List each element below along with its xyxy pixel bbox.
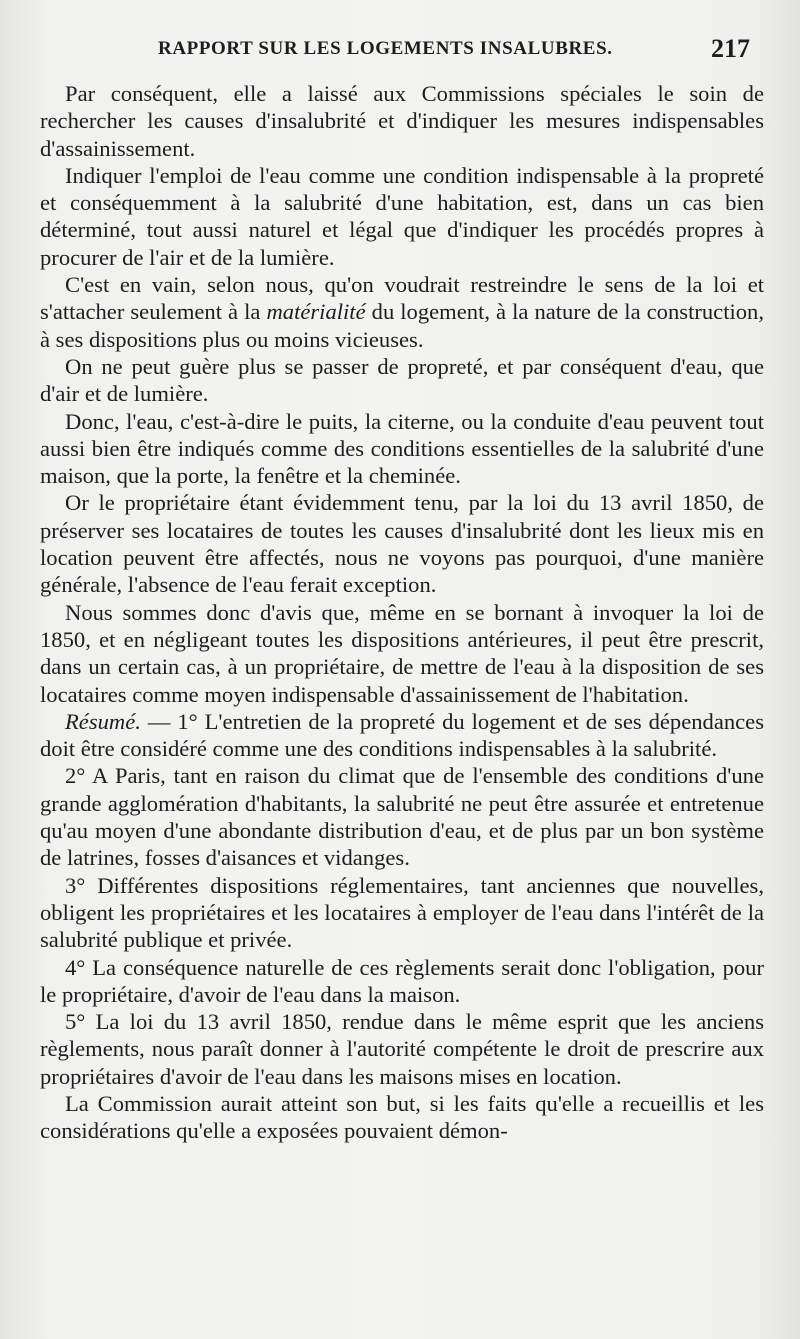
paragraph: 5° La loi du 13 avril 1850, rendue dans le même esprit que les anciens règlements, nous paraît donner à l'autorité compétente le droit de prescrire aux propriétaires d'avoir de l'eau dans les maisons mises en location. — [40, 1009, 764, 1089]
paragraph: On ne peut guère plus se passer de propreté, et par conséquent d'eau, que d'air et de lumière. — [40, 353, 764, 407]
paragraph: Or le propriétaire étant évidemment tenu, par la loi du 13 avril 1850, de préserver ses locataires de toutes les causes d'insalubrité dont les lieux mis en location peuvent être affectés, nous ne voyons pas pourquoi, d'une manière générale, l'absence de l'eau ferait exception. — [40, 490, 764, 598]
paragraph: Nous sommes donc d'avis que, même en se bornant à invoquer la loi de 1850, et en négligeant toutes les dispositions antérieures, il peut être prescrit, dans un certain cas, à un propriétaire, de mettre de l'eau à la disposition de ses locataires comme moyen indispensable d'assainissement de l'habitation. — [40, 599, 764, 707]
paragraph: 3° Différentes dispositions réglementaires, tant anciennes que nouvelles, obligent les propriétaires et les locataires à employer de l'eau dans l'intérêt de la salubrité publique et privée. — [40, 872, 764, 953]
summary-paragraph — [40, 708, 764, 763]
paragraph-text: du logement, à la nature de la construction, à ses dispositions plus ou moins vicieuses. — [40, 299, 764, 352]
page-number: 217 — [711, 34, 750, 63]
paragraph: Donc, l'eau, c'est-à-dire le puits, la citerne, ou la conduite d'eau peuvent tout aussi bien être indiqués comme des conditions essentielles de la salubrité d'une maison, que la porte, la fenêtre et la cheminée. — [40, 408, 764, 489]
paragraph: La Commission aurait atteint son but, si les faits qu'elle a recueillis et les considérations qu'elle a exposées pouvaient démon- — [40, 1090, 764, 1144]
body-text — [40, 80, 764, 1145]
running-title: RAPPORT SUR LES LOGEMENTS INSALUBRES. — [158, 38, 613, 59]
paragraph: Par conséquent, elle a laissé aux Commissions spéciales le soin de rechercher les causes d'insalubrité et d'indiquer les mesures indispensables d'assainissement. — [40, 81, 764, 161]
paragraph-text: C'est en vain, selon nous, qu'on voudrait restreindre le sens de la loi et s'attacher seulement à la — [40, 272, 764, 325]
paragraph: 4° La conséquence naturelle de ces règlements serait donc l'obligation, pour le propriétaire, d'avoir de l'eau dans la maison. — [40, 954, 764, 1007]
paragraph-text: — 1° L'entretien de la propreté du logement et de ses dépendances doit être considéré comme une des conditions indispensables à la salubrité. — [40, 708, 764, 762]
summary-label: Résumé. — [65, 708, 141, 734]
paragraph: Indiquer l'emploi de l'eau comme une condition indispensable à la propreté et conséquemment à la salubrité d'une habitation, est, dans un cas bien déterminé, tout aussi naturel et légal que d'indiquer les procédés propres à procurer de l'air et de la lumière. — [40, 162, 764, 270]
paragraph: 2° A Paris, tant en raison du climat que de l'ensemble des conditions d'une grande agglomération d'habitants, la salubrité ne peut être assurée et entretenue qu'au moyen d'une abondante distribution d'eau, et de plus par un bon système de latrines, fosses d'aisances et vidanges. — [40, 763, 764, 871]
paragraph — [40, 271, 764, 353]
emphasized-word: matérialité — [266, 299, 366, 325]
page-header — [62, 36, 754, 70]
